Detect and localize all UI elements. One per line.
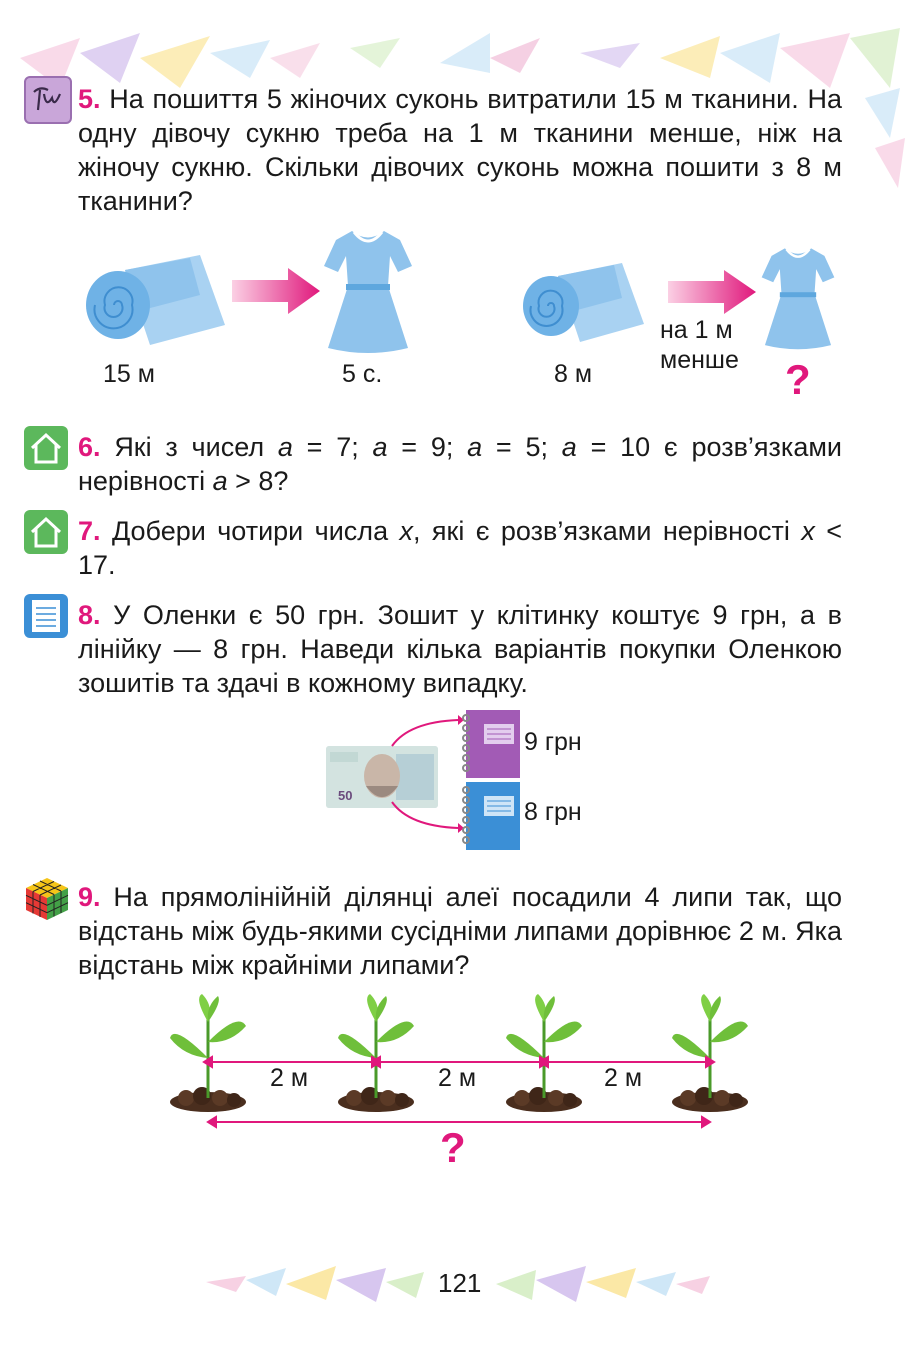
less-label-line2: менше [660,346,739,374]
task-9-number: 9. [78,882,101,912]
task-6-number: 6. [78,432,101,462]
dress-icon [322,226,414,356]
task-7-text: Добери чотири числа x, які є розв’язками нерівності x < 17. [78,516,842,580]
task-6 [78,430,842,498]
fabric-1-length: 15 м [103,360,155,388]
task-5-text: На пошиття 5 жіночих суконь витратили 15 м тканини. На одну дівочу сукню треба на 1 м тканини менше, ніж на жіночу сукню. Скільки дівочих суконь можна пошити з 8 м тканини? [78,84,842,216]
distance-label-3: 2 м [604,1064,643,1092]
home-icon [24,426,68,470]
dress-2-question: ? [785,356,811,403]
fabric-roll-icon [518,258,648,350]
price-lined-notebook: 8 грн [524,798,582,826]
fabric-2-length: 8 м [554,360,593,388]
notebook-lined-icon [460,780,522,852]
dress-icon [760,242,836,354]
task-9-text: На прямолінійній ділянці алеї посадили 4 липи так, що відстань між будь-якими сусідніми липами дорівнює 2 м. Яка відстань між крайніми липами? [78,882,842,980]
bottom-decoration-left [206,1262,426,1306]
bottom-decoration-right [496,1262,712,1306]
home-icon [24,510,68,554]
rubik-cube-icon [24,876,70,922]
seedlings-diagram [160,988,760,1138]
fabric-roll-icon [80,250,230,355]
task-9 [78,880,842,982]
dress-1-count: 5 с. [342,360,383,388]
task-8-text: У Оленки є 50 грн. Зошит у клітинку коштує 9 грн, а в лінійку — 8 грн. Наведи кілька варіантів покупки Оленкою зошитів та здачі в кожному випадку. [78,600,842,698]
task-5 [78,82,842,218]
task-8 [78,598,842,700]
task-7-number: 7. [78,516,101,546]
less-label-line1: на 1 м [660,316,733,344]
task-7 [78,514,842,582]
arrow-right-icon [232,268,320,314]
banknote-value: 50 [338,788,353,803]
task-6-text: Які з чисел a = 7; a = 9; a = 5; a = 10 є розв’язками нерівності a > 8? [78,432,842,496]
arrow-right-icon [668,270,756,314]
task-5-number: 5. [78,84,101,114]
notebook-grid-icon [460,708,522,780]
distance-label-1: 2 м [270,1064,309,1092]
task-8-number: 8. [78,600,101,630]
distance-label-2: 2 м [438,1064,477,1092]
price-grid-notebook: 9 грн [524,728,582,756]
arrows-to-notebooks [384,706,464,840]
handwriting-icon [24,76,72,124]
notebook-icon [24,594,68,638]
page-number: 121 [438,1268,482,1298]
total-distance-question: ? [440,1124,466,1171]
